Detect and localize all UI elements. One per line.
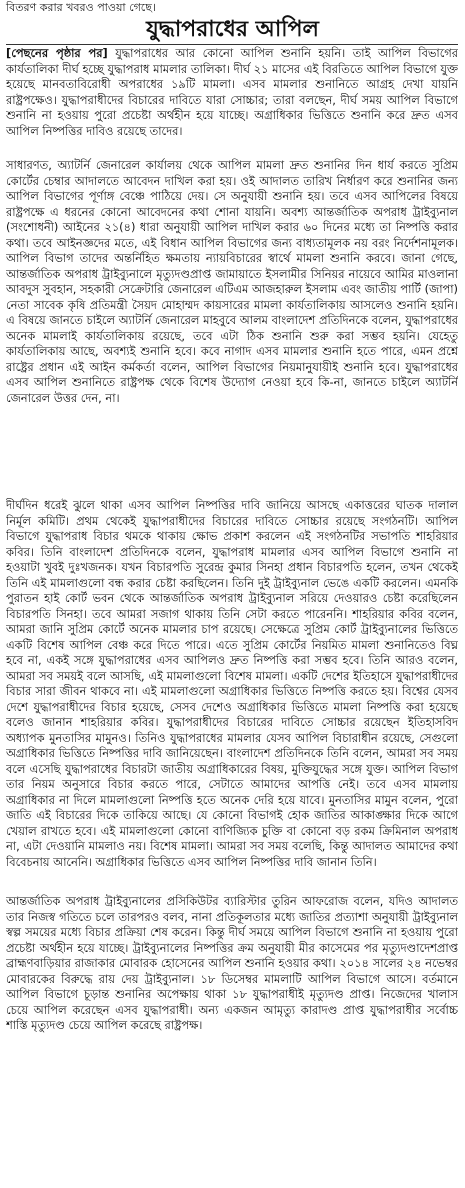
article-paragraph-2: সাধারণত, অ্যাটর্নি জেনারেল কার্যালয় থেকে আপিল মামলা দ্রুত শুনানির দিন ধার্য করতে সুপ্রিম কোর্টের চেম্বার আদালতে আবেদন দাখিল করা হয়। ওই আদালত তারিখ নির্ধারণ করে শুনানির জন্য আপিল বিভাগের পূর্ণাঙ্গ বেঞ্চে পাঠিয়ে দেয়। সে অনুযায়ী শুনানি হয়। তবে এসব আপিলের বিষয়ে রাষ্ট্রপক্ষে এ ধরনের কোনো আবেদনের কথা শোনা যায়নি। অবশ্য আন্তর্জাতিক অপরাধ ট্রাইব্যুনাল (সংশোধনী) আইনের ২১(৪) ধারা অনুযায়ী আপিল দাখিল করার ৬০ দিনের মধ্যে তা নিষ্পত্তি করার কথা। তবে আইনজ্ঞদের মতে, এই বিধান আপিল বিভাগের জন্য বাধ্যতামূলক নয় বরং নির্দেশনামূলক। আপিল বিভাগ তাদের অন্তর্নিহিত ক্ষমতায় ন্যায়বিচারের স্বার্থে মামলা শুনানি করবে। জানা গেছে, আন্তর্জাতিক অপরাধ ট্রাইব্যুনালে মৃত্যুদণ্ডপ্রাপ্ত জামায়াতে ইসলামীর সিনিয়র নায়েবে আমির মাওলানা আবদুস সুবহান, সহকারী সেক্রেটারি জেনারেল এটিএম আজহারুল ইসলাম এবং জাতীয় পার্টি (জাপা) নেতা সাবেক কৃষি প্রতিমন্ত্রী সৈয়দ মোহাম্মদ কায়সারের মামলা কার্যতালিকায় আসলেও শুনানি হয়নি। এ বিষয়ে জানতে চাইলে অ্যাটর্নি জেনারেল মাহবুবে আলম বাংলাদেশ প্রতিদিনকে বলেন, যুদ্ধাপরাধের অনেক মামলাই কার্যতালিকায় রয়েছে, তবে এটা ঠিক শুনানি শুরু করা সম্ভব হয়নি। যেহেতু কার্যতালিকায় আছে, অবশ্যই শুনানি হবে। কবে নাগাদ এসব মামলার শুনানি হতে পারে, এমন প্রশ্নে রাষ্ট্রের প্রধান এই আইন কর্মকর্তা বলেন, আপিল বিভাগের নিয়মানুযায়ীই শুনানি হবে। যুদ্ধাপরাধের এসব আপিল শুনানিতে রাষ্ট্রপক্ষ থেকে বিশেষ উদ্যোগ নেওয়া হবে কি-না, জানতে চাইলে অ্যাটর্নি জেনারেল উত্তর দেন, না। — [6, 158, 458, 405]
article-paragraph-4: আন্তর্জাতিক অপরাধ ট্রাইব্যুনালের প্রসিকিউটর ব্যারিস্টার তুরিন আফরোজ বলেন, যদিও আদালত তার নিজস্ব গতিতে চলে তারপরও বলব, নানা প্রতিকূলতার মধ্যে জাতির প্রত্যাশা অনুযায়ী ট্রাইব্যুনাল স্বল্প সময়ের মধ্যে বিচার প্রক্রিয়া শেষ করেন। কিন্তু দীর্ঘ সময়ে আপিল বিভাগে শুনানি না হওয়ায় পুরো প্রচেষ্টা অর্থহীন হয়ে যাচ্ছে। ট্রাইব্যুনালের নিষ্পত্তির ক্রম অনুযায়ী মীর কাসেমের পর মৃত্যুদণ্ডাদেশপ্রাপ্ত ব্রাহ্মণবাড়িয়ার রাজাকার মোবারক হোসেনের আপিল শুনানি হওয়ার কথা। ২০১৪ সালের ২৪ নভেম্বর মোবারকের বিরুদ্ধে রায় দেয় ট্রাইব্যুনাল। ১৮ ডিসেম্বর মামলাটি আপিল বিভাগে আসে। বর্তমানে আপিল বিভাগে চূড়ান্ত শুনানির অপেক্ষায় থাকা ১৮ যুদ্ধাপরাধীই মৃত্যুদণ্ড প্রাপ্ত। নিজেদের খালাস চেয়ে আপিল করেছেন এসব যুদ্ধাপরাধী। অন্য একজন আমৃত্যু কারাদণ্ড প্রাপ্ত যুদ্ধাপরাধীর সর্বোচ্চ শাস্তি মৃত্যুদণ্ড চেয়ে আপিল করেছে রাষ্ট্রপক্ষ। — [6, 894, 458, 1032]
previous-article-tail: বিতরণ করার খবরও পাওয়া গেছে। — [6, 1, 156, 14]
headline-rule — [6, 44, 458, 45]
article-paragraph-3: দীর্ঘদিন ধরেই ঝুলে থাকা এসব আপিল নিষ্পত্তির দাবি জানিয়ে আসছে একাত্তরের ঘাতক দালাল নির্মূল কমিটি। প্রথম থেকেই যুদ্ধাপরাধীদের বিচারের দাবিতে সোচ্চার রয়েছে সংগঠনটি। আপিল বিভাগে যুদ্ধাপরাধ বিচার থমকে থাকায় ক্ষোভ প্রকাশ করলেন এই সংগঠনটির সভাপতি শাহরিয়ার কবির। তিনি বাংলাদেশ প্রতিদিনকে বলেন, যুদ্ধাপরাধ মামলার এসব আপিল বিভাগে শুনানি না হওয়াটা খুবই দুঃখজনক। যখন বিচারপতি সুরেন্দ্র কুমার সিনহা প্রধান বিচারপতি হলেন, তখন থেকেই তিনি এই মামলাগুলো বন্ধ করার চেষ্টা করছিলেন। তিনি দুই ট্রাইব্যুনাল ভেঙে একটি করলেন। এমনকি পুরাতন হাই কোর্ট ভবন থেকে আন্তর্জাতিক অপরাধ ট্রাইব্যুনাল সরিয়ে দেওয়ারও চেষ্টা করেছিলেন বিচারপতি সিনহা। তবে আমরা সজাগ থাকায় তিনি সেটা করতে পারেননি। শাহরিয়ার কবির বলেন, আমরা জানি সুপ্রিম কোর্টে অনেক মামলার চাপ রয়েছে। সেক্ষেত্রে সুপ্রিম কোর্ট ট্রাইব্যুনালের ভিত্তিতে একটি বিশেষ আপিল বেঞ্চ করে দিতে পারে। এতে সুপ্রিম কোর্টের নিয়মিত মামলা শুনানিতেও বিঘ্ন হবে না, একই সঙ্গে যুদ্ধাপরাধের এসব আপিলও দ্রুত নিষ্পত্তি করা সম্ভব হবে। তিনি আরও বলেন, আমরা সব সময়ই বলে আসছি, এই মামলাগুলো বিশেষ মামলা। একটি দেশের ইতিহাসে যুদ্ধাপরাধীদের বিচার সারা জীবন থাকবে না। এই মামলাগুলো অগ্রাধিকার ভিত্তিতে নিষ্পত্তি করতে হয়। বিশ্বের যেসব দেশে যুদ্ধাপরাধীদের বিচার হয়েছে, সেসব দেশেও অগ্রাধিকার ভিত্তিতে মামলা নিষ্পত্তি করা হয়েছে বলেও জানান শাহরিয়ার কবির। যুদ্ধাপরাধীদের বিচারের দাবিতে সোচ্চার রয়েছেন ইতিহাসবিদ অধ্যাপক মুনতাসির মামুনও। তিনিও যুদ্ধাপরাধের মামলার যেসব আপিল বিচারাধীন রয়েছে, সেগুলো অগ্রাধিকার ভিত্তিতে নিষ্পত্তির দাবি জানিয়েছেন। বাংলাদেশ প্রতিদিনকে তিনি বলেন, আমরা সব সময় বলে এসেছি যুদ্ধাপরাধের বিচারটা জাতীয় অগ্রাধিকারের বিষয়, মুক্তিযুদ্ধের সঙ্গে যুক্ত। আপিল বিভাগ তার নিয়ম অনুসারে বিচার করতে পারে, সেটাতে আমাদের আপত্তি নেই। তবে এসব মামলায় অগ্রাধিকার না দিলে মামলাগুলো নিষ্পত্তি হতে অনেক দেরি হয়ে যাবে। মুনতাসির মামুন বলেন, পুরো জাতি এই বিচারের দিকে তাকিয়ে আছে। যে কোনো বিভাগই হোক জাতির আকাঙ্ক্ষার দিকে আগে খেয়াল রাখতে হবে। এই মামলাগুলো কোনো বাণিজ্যিক চুক্তি বা কোনো বড় রকম ক্রিমিনাল অপরাধ না, এটা দেওয়ানি মামলাও নয়। বিশেষ মামলা। আমরা সব সময় বলেছি, কিন্তু আদালত আমাদের কথা বিবেচনায় আনেনি। অগ্রাধিকার ভিত্তিতে এসব আপিল নিষ্পত্তির দাবি জানান তিনি। — [6, 498, 458, 869]
article-paragraph-1 — [6, 46, 458, 156]
article-headline: যুদ্ধাপরাধের আপিল — [146, 16, 319, 42]
paragraph-1-text: যুদ্ধাপরাধের আর কোনো আপিল শুনানি হয়নি। তাই আপিল বিভাগের কার্যতালিকা দীর্ঘ হচ্ছে যুদ্ধাপরাধ মামলার তালিকা। দীর্ঘ ২১ মাসের এই বিরতিতে আপিল বিভাগে যুক্ত হয়েছে মানবতাবিরোধী অপরাধের ১৯টি মামলা। এসব মামলার শুনানিতে আগ্রহ দেখা যায়নি রাষ্ট্রপক্ষেও। যুদ্ধাপরাধীদের বিচারের দাবিতে যারা সোচ্চার; তারা বলছেন, দীর্ঘ সময় আপিল বিভাগে শুনানি না হওয়ায় পুরো প্রচেষ্টা অর্থহীন হয়ে যাচ্ছে। অগ্রাধিকার ভিত্তিতে শুনানি করে দ্রুত এসব আপিল নিষ্পত্তির দাবিও রয়েছে তাদের। — [6, 46, 458, 138]
continued-from-back-page-kicker: [পেছনের পৃষ্ঠার পর] — [6, 46, 108, 60]
